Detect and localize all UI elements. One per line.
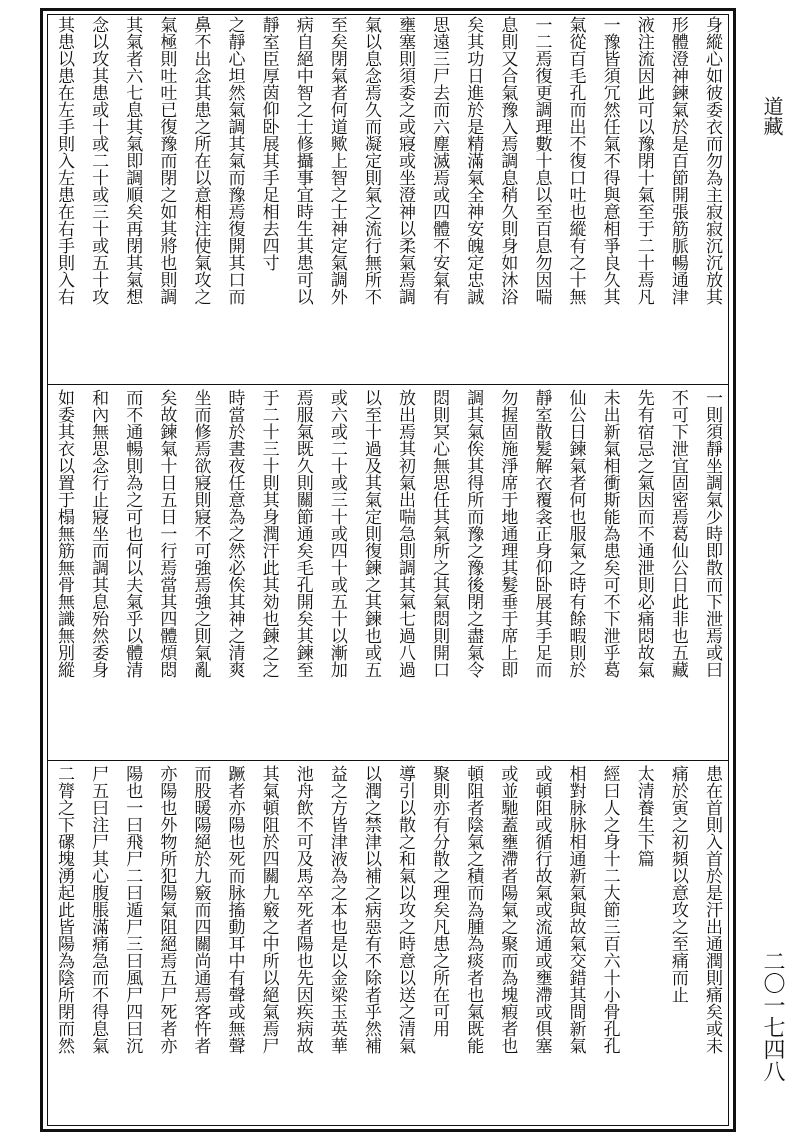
text-column: 矣故鍊氣十日五日一行焉當其四體煩悶: [156, 389, 177, 678]
text-column: 和內無思念行止寢坐而調其息殆然委身: [88, 389, 109, 678]
text-column: 而不通暢則為之可也何以夫氣乎以體清: [122, 389, 143, 678]
text-column: 或頓阻或循行故氣或流通或壅滯或俱塞: [531, 765, 552, 1054]
text-column: 于二十三十則其身潤汗此其効也鍊之之: [258, 389, 279, 678]
text-column: 氣極則吐吐已復豫而閉之如其將也則調: [156, 16, 177, 305]
text-column: 聚則亦有分散之理矣凡患之所在可用: [429, 765, 450, 1037]
text-column: 悶則冥心無思任其氣所之其氣悶則開口: [429, 389, 450, 678]
text-column: 鼻不出念其患之所在以意相注使氣攻之: [190, 16, 211, 305]
text-column: 而股暖陽絕於九竅而四關尚通焉客忤者: [190, 765, 211, 1054]
text-column: 坐而修焉欲寢則寢不可強焉強之則氣亂: [190, 389, 211, 678]
text-column: 痛於寅之初頻以意攻之至痛而止: [667, 765, 688, 1003]
section-divider-upper: [47, 384, 729, 385]
text-column: 導引以散之和氣以攻之時意以送之清氣: [395, 765, 416, 1054]
text-column: 患在首則入首於是汗出通潤則痛矣或未: [701, 765, 722, 1054]
text-column: 靜室散髮解衣覆衾正身仰卧展其手足而: [531, 389, 552, 678]
text-column: 以潤之禁津以補之病惡有不除者乎然補: [360, 765, 381, 1054]
text-column: 靜室臣厚茵仰卧展其手足相去四寸: [258, 16, 279, 271]
text-column: 先有宿忌之氣因而不通泄則必痛悶故氣: [633, 389, 654, 678]
text-column: 仙公日鍊氣者何也服氣之時有餘暇則於: [565, 389, 586, 678]
text-column: 不可下泄宜固密焉葛仙公日此非也五藏: [667, 389, 688, 678]
text-column: 一則須靜坐調氣少時即散而下泄焉或曰: [701, 389, 722, 678]
text-column: 至矣閉氣者何道歟上智之士神定氣調外: [326, 16, 347, 305]
text-column: 亦陽也外物所犯陽氣阻絕焉五尸死者亦: [156, 765, 177, 1054]
text-column: 病自絕中智之士修攝事宜時生其患可以: [292, 16, 313, 305]
text-column: 蹶者亦陽也死而脉搐動耳中有聲或無聲: [224, 765, 245, 1054]
section-divider-lower: [47, 760, 729, 761]
text-column: 其氣頓阻於四關九竅之中所以絕氣焉尸: [258, 765, 279, 1054]
text-column: 尸五曰注尸其心腹脹滿痛急而不得息氣: [88, 765, 109, 1054]
text-column: 液注流因此可以豫閉十氣至于二十焉凡: [633, 16, 654, 305]
text-panel-lower: [47, 765, 729, 1123]
text-column: 氣從百毛孔而出不復口吐也縱有之十無: [565, 16, 586, 305]
text-column: 未出新氣相衝斯能為患矣可不下泄乎葛: [599, 389, 620, 678]
text-column: 一二焉復更調理數十息以至百息勿因喘: [531, 16, 552, 305]
text-column: 矣其功日進於是精滿氣全神安魄定忠誠: [463, 16, 484, 305]
text-panel-upper: [47, 16, 729, 382]
text-column: 勿握固施淨席于地通理其髮垂于席上即: [497, 389, 518, 678]
text-column: 身縱心如彼委衣而勿為主寂寂沉沉放其: [701, 16, 722, 305]
text-column: 放出焉其初氣出喘急則調其氣七過八過: [395, 389, 416, 678]
text-column: 池舟飲不可及馬卒死者陽也先因疾病故: [292, 765, 313, 1054]
text-column: 頓阻者陰氣之積而為腫為痰者也氣既能: [463, 765, 484, 1054]
text-column: 太清養生下篇: [633, 765, 654, 867]
text-column: 其氣者六七息其氣即調順矣再閉其氣想: [122, 16, 143, 305]
text-column: 念以攻其患或十或二十或三十或五十攻: [88, 16, 109, 305]
text-column: 益之方皆津液為之本也是以金梁玉英華: [326, 765, 347, 1054]
book-title: 道藏: [760, 96, 784, 136]
text-column: 氣以息念焉久而凝定則氣之流行無所不: [360, 16, 381, 305]
page-number: 二〇一七四八: [760, 950, 785, 1082]
text-column: 形體澄神鍊氣於是百節開張筋脈暢通津: [667, 16, 688, 305]
text-column: 以至十過及其氣定則復鍊之其鍊也或五: [360, 389, 381, 678]
text-column: 或六或二十或三十或四十或五十以漸加: [326, 389, 347, 678]
text-column: 或並馳蓋壅滯者陽氣之聚而為塊瘕者也: [497, 765, 518, 1054]
text-column: 調其氣俟其得所而豫之豫後閉之盡氣令: [463, 389, 484, 678]
text-column: 息則又合氣豫入焉調息稍久則身如沐浴: [497, 16, 518, 305]
text-column: 其患以患在左手則入左患在右手則入右: [54, 16, 75, 305]
text-panel-middle: [47, 389, 729, 757]
text-column: 如委其衣以置于榻無筋無骨無識無別縱: [54, 389, 75, 678]
text-column: 經曰人之身十二大節三百六十小骨孔孔: [599, 765, 620, 1054]
text-column: 之靜心坦然氣調其氣而豫焉復開其口而: [224, 16, 245, 305]
text-column: 一豫皆須冗然任氣不得與意相爭良久其: [599, 16, 620, 305]
text-column: 二膂之下磥塊湧起此皆陽為陰所閉而然: [54, 765, 75, 1054]
text-column: 相對脉脉相通新氣與故氣交錯其間新氣: [565, 765, 586, 1054]
text-column: 陽也一曰飛尸二曰遁尸三曰風尸四曰沉: [122, 765, 143, 1054]
text-column: 焉服氣既久則關節通矣毛孔開矣其鍊至: [292, 389, 313, 678]
text-column: 壅塞則須委之或寢或坐澄神以柔氣焉調: [395, 16, 416, 305]
text-column: 思遠三尸去而六塵滅焉或四體不安氣有: [429, 16, 450, 305]
text-column: 時當於晝夜任意為之然必俟其神之清爽: [224, 389, 245, 678]
